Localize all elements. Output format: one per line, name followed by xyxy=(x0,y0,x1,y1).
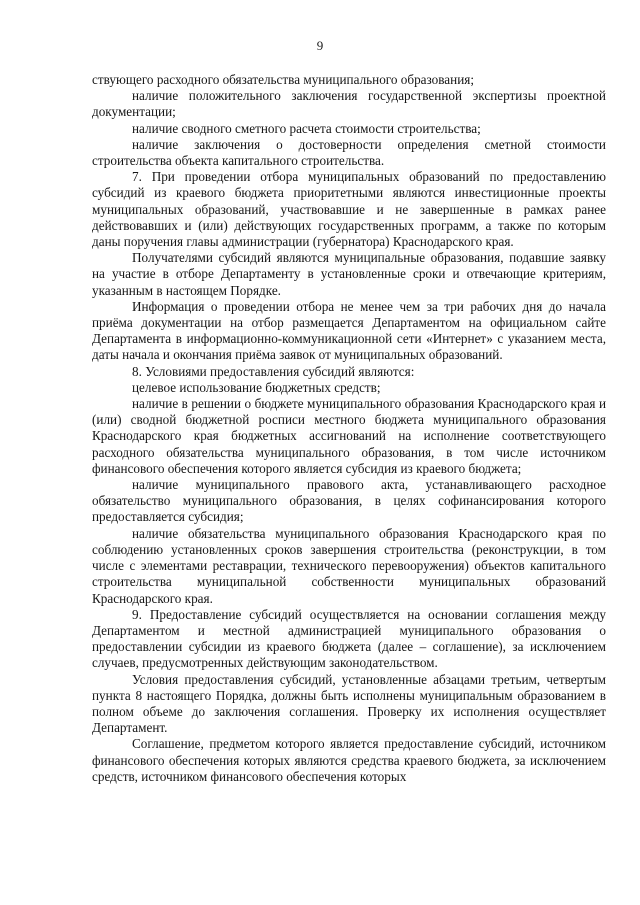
paragraph: 7. При проведении отбора муниципальных образований по предоставлению субсидий из краевого бюджета приоритетными являются инвестиционные проекты муниципальных образований, участвовавшие и не завершенные в рамках ранее действовавших и (или) действующих государственных программ, а также по которым даны поручения главы администрации (губернатора) Краснодарского края. xyxy=(92,169,606,250)
paragraph: Информация о проведении отбора не менее чем за три рабочих дня до начала приёма документации на отбор размещается Департаментом на официальном сайте Департамента в информационно-коммуникационной сети «Интернет» с указанием места, даты начала и окончания приёма заявок от муниципальных образований. xyxy=(92,298,606,363)
page-number: 9 xyxy=(316,38,324,53)
paragraph: наличие положительного заключения государственной экспертизы проектной документации; xyxy=(92,88,606,120)
paragraph: ствующего расходного обязательства муниципального образования; xyxy=(92,72,475,87)
paragraph: наличие заключения о достоверности определения сметной стоимости строительства объекта капитального строительства. xyxy=(92,136,606,169)
paragraph: 9. Предоставление субсидий осуществляется на основании соглашения между Департаментом и местной администрацией муниципального образования о предоставлении субсидии из краевого бюджета (далее – соглашение), за исключением случаев, предусмотренных действующим законодательством. xyxy=(92,606,606,671)
document-body xyxy=(92,72,606,785)
paragraph: наличие сводного сметного расчета стоимости строительства; xyxy=(132,120,481,136)
paragraph: целевое использование бюджетных средств; xyxy=(132,379,381,395)
paragraph: 8. Условиями предоставления субсидий являются: xyxy=(132,363,415,379)
paragraph: Получателями субсидий являются муниципальные образования, подавшие заявку на участие в отборе Департаменту в установленные сроки и отвечающие критериям, указанным в настоящем Порядке. xyxy=(92,250,606,298)
paragraph: наличие обязательства муниципального образования Краснодарского края по соблюдению установленных сроков завершения строительства (реконструкции, в том числе с элементами реставрации, технического перевооружения) объектов капитального строительства муниципальной собственности муниципальных образований Краснодарского края. xyxy=(92,525,606,606)
paragraph: Условия предоставления субсидий, установленные абзацами третьим, четвертым пункта 8 настоящего Порядка, должны быть исполнены муниципальным образованием в полном объеме до заключения соглашения. Проверку их исполнения осуществляет Департамент. xyxy=(92,671,606,736)
paragraph: наличие муниципального правового акта, устанавливающего расходное обязательство муниципального образования, в целях софинансирования которого предоставляется субсидия; xyxy=(92,477,606,525)
paragraph: наличие в решении о бюджете муниципального образования Краснодарского края и (или) сводной бюджетной росписи местного бюджета муниципального образования Краснодарского края бюджетных ассигнований на исполнение соответствующего расходного обязательства муниципального образования, в том числе источником финансового обеспечения которого является субсидия из краевого бюджета; xyxy=(92,396,606,476)
paragraph: Соглашение, предметом которого является предоставление субсидий, источником финансового обеспечения которых являются средства краевого бюджета, за исключением средств, источником финансового обеспечения которых xyxy=(92,736,606,784)
